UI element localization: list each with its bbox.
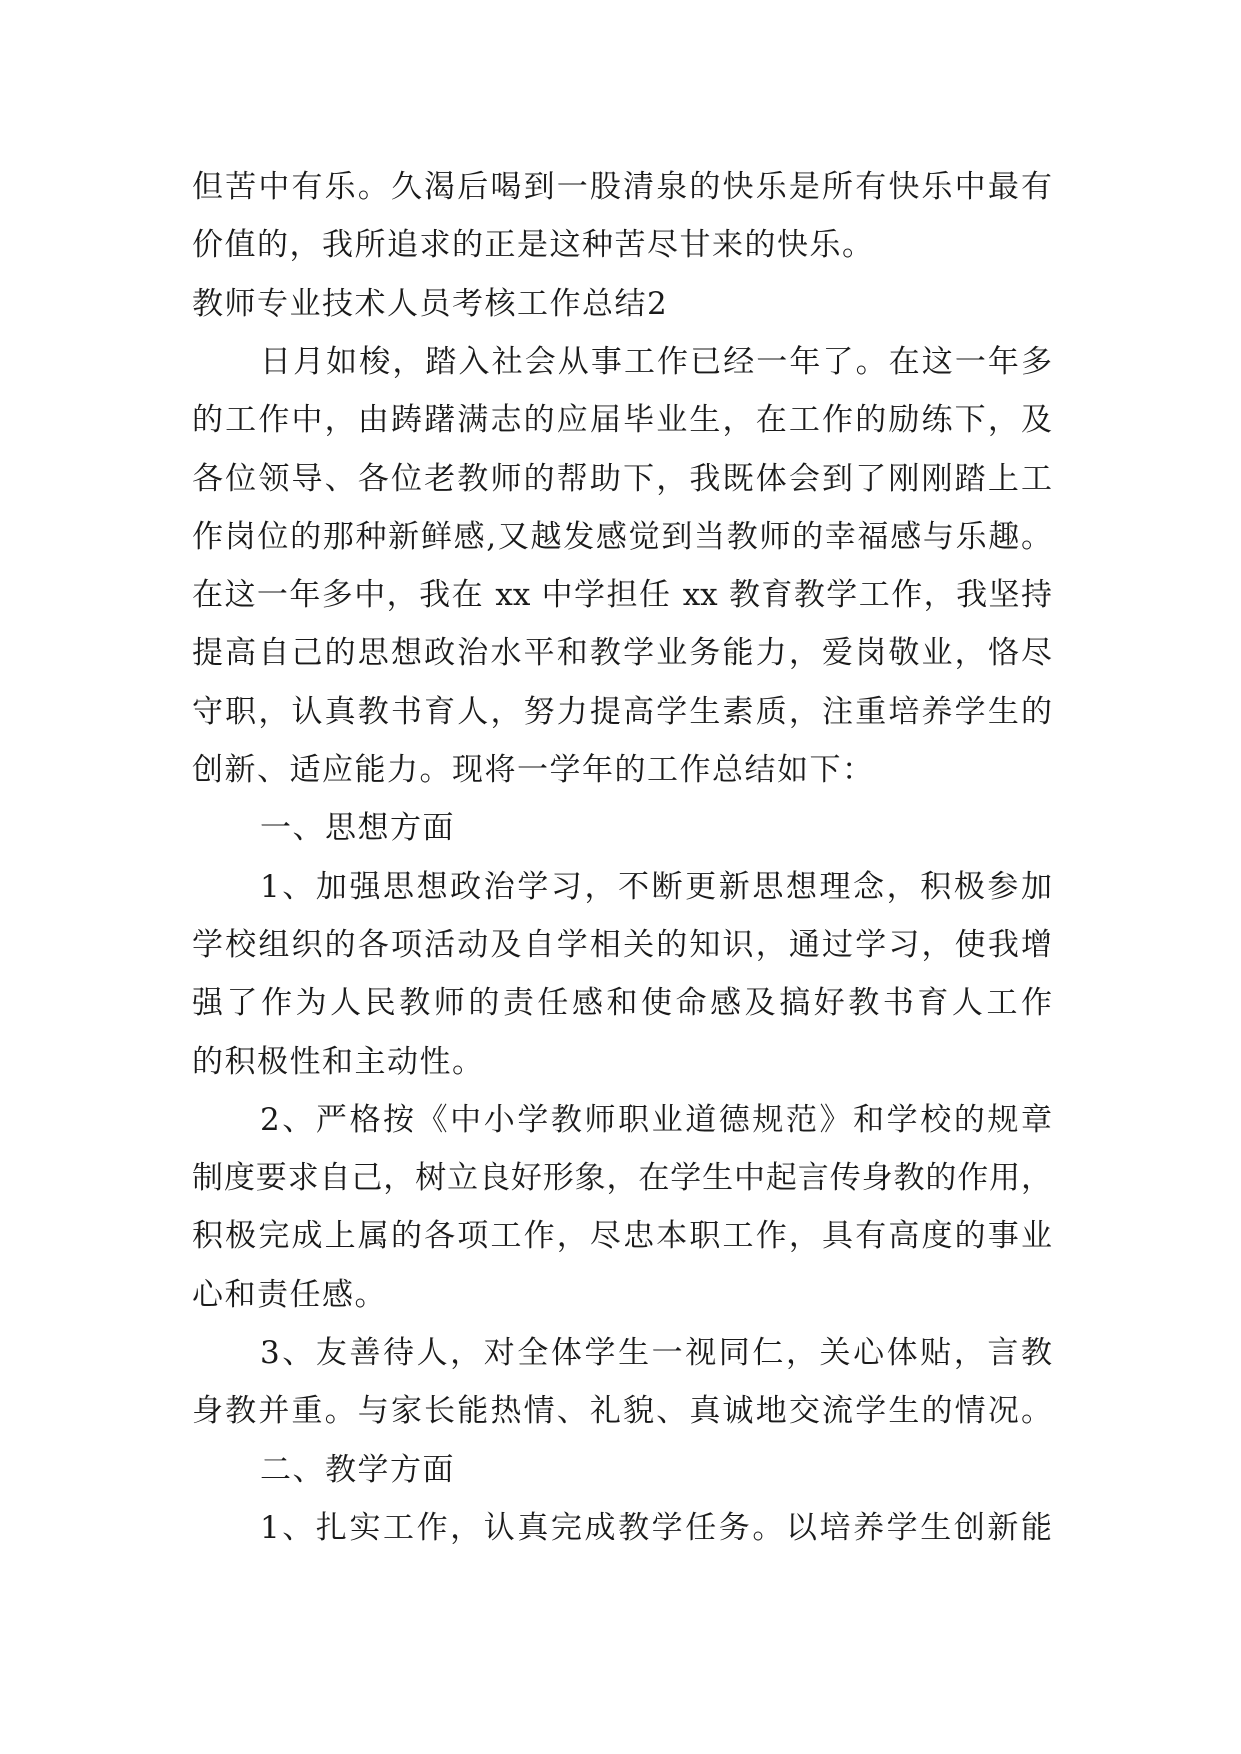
text-line: 2、严格按《中小学教师职业道德规范》和学校的规章 [260, 1101, 1052, 1138]
text-line: 各位领导、各位老教师的帮助下，我既体会到了刚刚踏上工 [192, 460, 1052, 497]
text-line: 心和责任感。 [192, 1276, 387, 1313]
text-line: 提高自己的思想政治水平和教学业务能力，爱岗敬业，恪尽 [192, 635, 1052, 672]
text-line: 强了作为人民教师的责任感和使命感及搞好教书育人工作 [192, 985, 1052, 1022]
text-line: 日月如梭，踏入社会从事工作已经一年了。在这一年多 [260, 343, 1052, 380]
text-line: 作岗位的那种新鲜感,又越发感觉到当教师的幸福感与乐趣。 [192, 518, 1052, 555]
text-line: 学校组织的各项活动及自学相关的知识，通过学习，使我增 [192, 926, 1052, 963]
text-line: 积极完成上属的各项工作，尽忠本职工作，具有高度的事业 [192, 1218, 1052, 1255]
text-line: 身教并重。与家长能热情、礼貌、真诚地交流学生的情况。 [192, 1393, 1052, 1430]
text-line: 一、思想方面 [260, 810, 455, 847]
text-line: 创新、适应能力。现将一学年的工作总结如下： [192, 752, 875, 788]
text-line: 二、教学方面 [260, 1451, 455, 1488]
text-line: 的工作中，由踌躇满志的应届毕业生，在工作的励练下，及 [192, 402, 1052, 439]
text-line: 在这一年多中，我在 xx 中学担任 xx 教育教学工作，我坚持 [192, 577, 1052, 614]
text-line: 价值的，我所追求的正是这种苦尽甘来的快乐。 [192, 227, 875, 264]
section-title: 教师专业技术人员考核工作总结2 [192, 285, 669, 322]
text-line: 但苦中有乐。久渴后喝到一股清泉的快乐是所有快乐中最有 [192, 169, 1052, 205]
text-line: 守职，认真教书育人，努力提高学生素质，注重培养学生的 [192, 693, 1052, 730]
text-line: 1、加强思想政治学习，不断更新思想理念，积极参加 [260, 868, 1052, 905]
text-line: 1、扎实工作，认真完成教学任务。以培养学生创新能 [260, 1509, 1052, 1546]
text-line: 的积极性和主动性。 [192, 1043, 485, 1080]
text-line: 制度要求自己，树立良好形象，在学生中起言传身教的作用， [192, 1160, 1052, 1197]
text-line: 3、友善待人，对全体学生一视同仁，关心体贴，言教 [260, 1335, 1052, 1371]
